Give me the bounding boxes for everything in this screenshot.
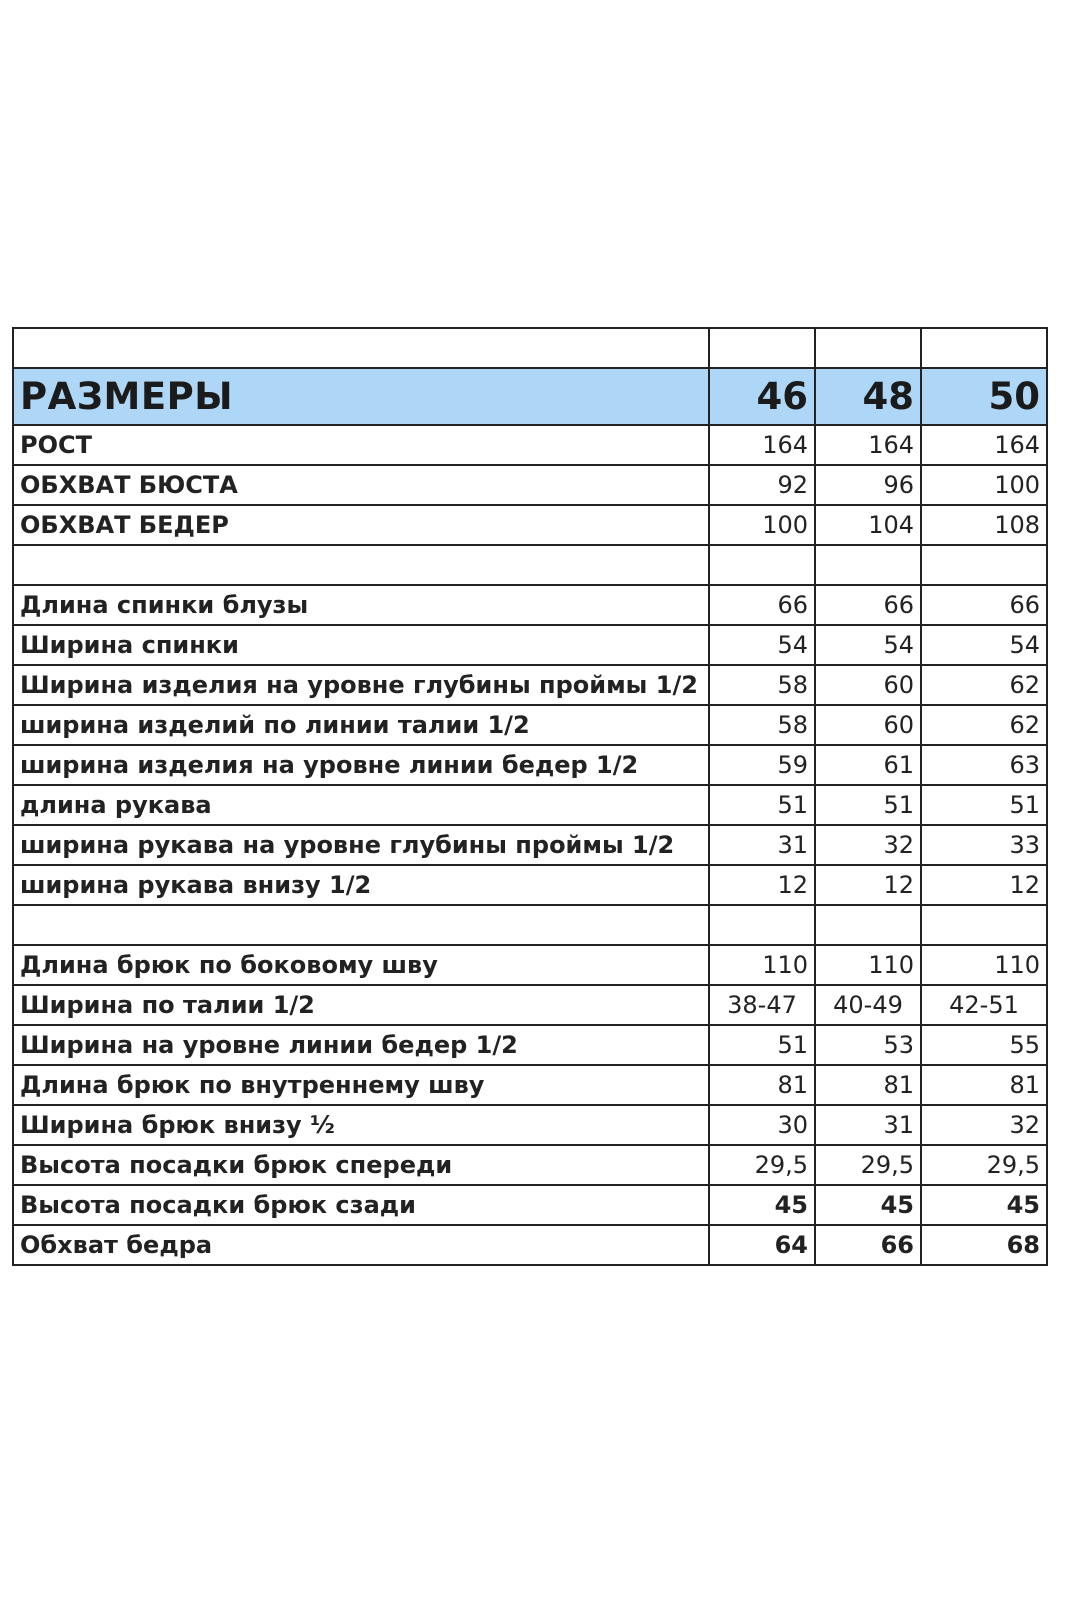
- measurement-value: 45: [709, 1185, 815, 1225]
- measurement-value: 81: [921, 1065, 1047, 1105]
- measurement-row: [13, 785, 1047, 825]
- measurement-label: длина рукава: [13, 785, 709, 825]
- measurement-value: 62: [921, 665, 1047, 705]
- measurement-value: 100: [709, 505, 815, 545]
- pants-section: [13, 945, 1047, 1265]
- measurement-value: 32: [921, 1105, 1047, 1145]
- sizes-header-row: [13, 368, 1047, 425]
- size-header: 46: [709, 368, 815, 425]
- measurement-value: 40-49: [815, 985, 921, 1025]
- measurement-row: [13, 425, 1047, 465]
- size-chart-table: [12, 327, 1048, 1266]
- measurement-value: 55: [921, 1025, 1047, 1065]
- measurement-value: 12: [921, 865, 1047, 905]
- measurement-value: 53: [815, 1025, 921, 1065]
- measurement-row: [13, 745, 1047, 785]
- measurement-value: 12: [709, 865, 815, 905]
- measurement-value: 30: [709, 1105, 815, 1145]
- measurement-value: 60: [815, 665, 921, 705]
- measurement-row: [13, 1185, 1047, 1225]
- measurement-value: 45: [815, 1185, 921, 1225]
- measurement-row: [13, 865, 1047, 905]
- measurement-value: 68: [921, 1225, 1047, 1265]
- measurement-value: 31: [815, 1105, 921, 1145]
- blank-row: [13, 328, 1047, 368]
- measurement-value: 54: [709, 625, 815, 665]
- measurement-value: 66: [815, 585, 921, 625]
- measurement-value: 92: [709, 465, 815, 505]
- measurement-label: Ширина на уровне линии бедер 1/2: [13, 1025, 709, 1065]
- measurement-value: 33: [921, 825, 1047, 865]
- measurement-value: 62: [921, 705, 1047, 745]
- measurement-label: Ширина спинки: [13, 625, 709, 665]
- measurement-label: ширина изделий по линии талии 1/2: [13, 705, 709, 745]
- measurement-label: Ширина брюк внизу ½: [13, 1105, 709, 1145]
- measurement-value: 45: [921, 1185, 1047, 1225]
- measurement-row: [13, 985, 1047, 1025]
- measurement-value: 42-51: [921, 985, 1047, 1025]
- measurement-value: 12: [815, 865, 921, 905]
- blank-row: [13, 545, 1047, 585]
- measurement-label: ширина рукава внизу 1/2: [13, 865, 709, 905]
- measurement-value: 110: [815, 945, 921, 985]
- measurement-row: [13, 705, 1047, 745]
- measurement-value: 54: [815, 625, 921, 665]
- measurement-value: 63: [921, 745, 1047, 785]
- measurement-value: 51: [709, 1025, 815, 1065]
- measurement-row: [13, 945, 1047, 985]
- measurement-value: 66: [815, 1225, 921, 1265]
- measurement-row: [13, 1145, 1047, 1185]
- sizes-title: РАЗМЕРЫ: [13, 368, 709, 425]
- measurement-value: 58: [709, 665, 815, 705]
- measurement-row: [13, 585, 1047, 625]
- measurement-value: 54: [921, 625, 1047, 665]
- measurement-value: 81: [709, 1065, 815, 1105]
- measurement-value: 66: [921, 585, 1047, 625]
- measurement-value: 96: [815, 465, 921, 505]
- measurement-row: [13, 465, 1047, 505]
- measurement-label: Обхват бедра: [13, 1225, 709, 1265]
- measurement-row: [13, 505, 1047, 545]
- measurement-value: 104: [815, 505, 921, 545]
- measurement-value: 66: [709, 585, 815, 625]
- body-measurements-section: [13, 425, 1047, 545]
- blank-row: [13, 905, 1047, 945]
- measurement-row: [13, 825, 1047, 865]
- measurement-row: [13, 1225, 1047, 1265]
- measurement-label: Длина спинки блузы: [13, 585, 709, 625]
- measurement-value: 110: [709, 945, 815, 985]
- measurement-label: ширина изделия на уровне линии бедер 1/2: [13, 745, 709, 785]
- measurement-label: Ширина изделия на уровне глубины проймы 1/2: [13, 665, 709, 705]
- measurement-label: Ширина по талии 1/2: [13, 985, 709, 1025]
- measurement-value: 29,5: [709, 1145, 815, 1185]
- measurement-label: Высота посадки брюк спереди: [13, 1145, 709, 1185]
- measurement-value: 38-47: [709, 985, 815, 1025]
- measurement-label: ОБХВАТ БЕДЕР: [13, 505, 709, 545]
- measurement-value: 81: [815, 1065, 921, 1105]
- measurement-label: ОБХВАТ БЮСТА: [13, 465, 709, 505]
- measurement-value: 100: [921, 465, 1047, 505]
- measurement-row: [13, 1105, 1047, 1145]
- measurement-row: [13, 665, 1047, 705]
- measurement-label: Высота посадки брюк сзади: [13, 1185, 709, 1225]
- measurement-value: 29,5: [921, 1145, 1047, 1185]
- measurement-value: 51: [921, 785, 1047, 825]
- size-header: 48: [815, 368, 921, 425]
- size-header: 50: [921, 368, 1047, 425]
- measurement-row: [13, 1025, 1047, 1065]
- measurement-value: 61: [815, 745, 921, 785]
- measurement-value: 164: [921, 425, 1047, 465]
- measurement-value: 164: [815, 425, 921, 465]
- blouse-section: [13, 585, 1047, 905]
- measurement-row: [13, 625, 1047, 665]
- measurement-value: 110: [921, 945, 1047, 985]
- measurement-row: [13, 1065, 1047, 1105]
- measurement-value: 31: [709, 825, 815, 865]
- measurement-value: 29,5: [815, 1145, 921, 1185]
- measurement-label: Длина брюк по боковому шву: [13, 945, 709, 985]
- measurement-value: 58: [709, 705, 815, 745]
- measurement-value: 164: [709, 425, 815, 465]
- measurement-label: ширина рукава на уровне глубины проймы 1/2: [13, 825, 709, 865]
- measurement-value: 51: [815, 785, 921, 825]
- measurement-label: Длина брюк по внутреннему шву: [13, 1065, 709, 1105]
- measurement-label: РОСТ: [13, 425, 709, 465]
- measurement-value: 59: [709, 745, 815, 785]
- measurement-value: 51: [709, 785, 815, 825]
- measurement-value: 60: [815, 705, 921, 745]
- measurement-value: 32: [815, 825, 921, 865]
- measurement-value: 108: [921, 505, 1047, 545]
- measurement-value: 64: [709, 1225, 815, 1265]
